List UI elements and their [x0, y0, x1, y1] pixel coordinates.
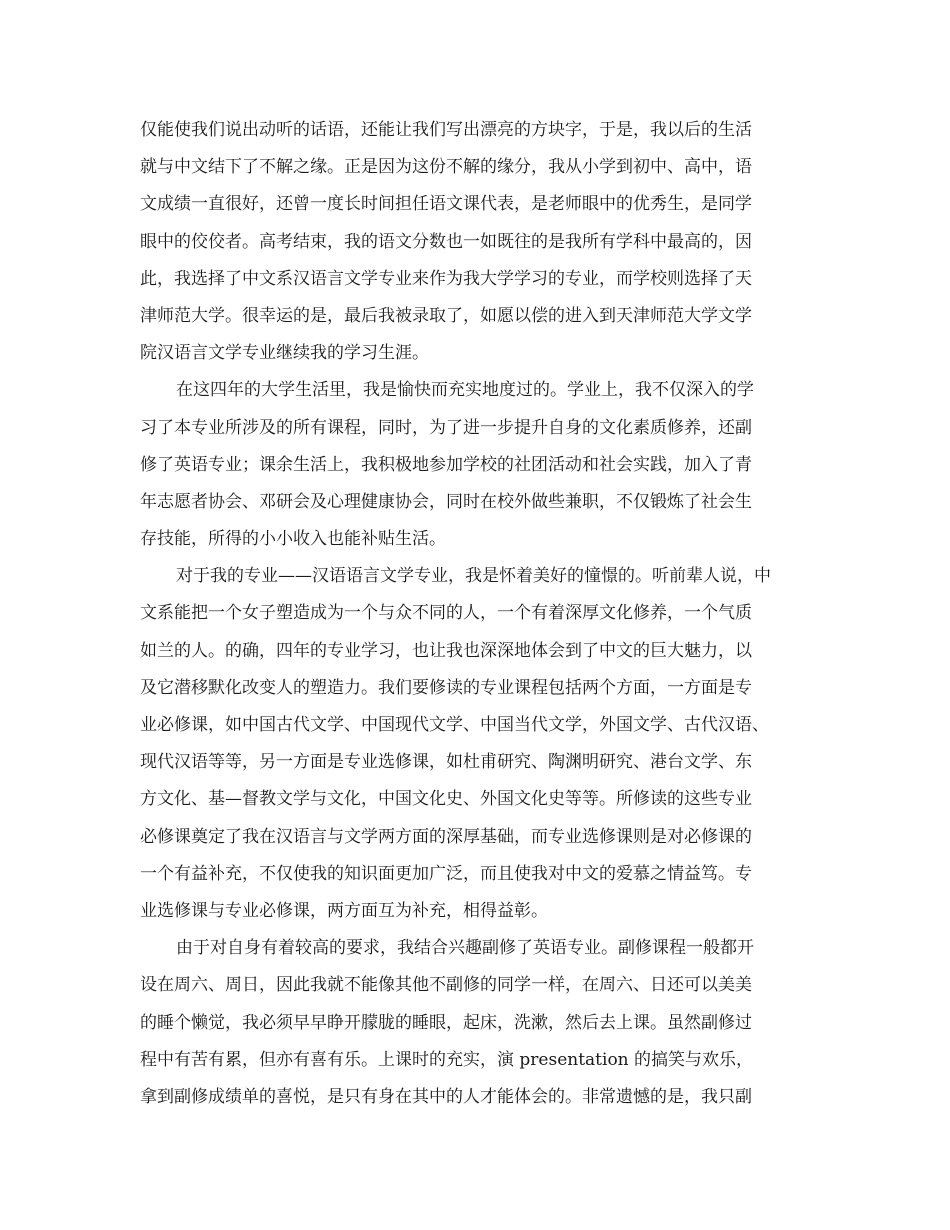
text-line: 院汉语言文学专业继续我的学习生涯。	[140, 343, 429, 364]
paragraph-start-line: 对于我的专业——汉语语言文学专业，我是怀着美好的憧憬的。听前辈人说，中	[176, 566, 771, 587]
text-line: 文成绩一直很好，还曾一度长时间担任语文课代表，是老师眼中的优秀生，是同学	[140, 194, 752, 215]
text-line: 必修课奠定了我在汉语言与文学两方面的深厚基础，而专业选修课则是对必修课的	[140, 826, 752, 847]
text-line: 方文化、基—督教文学与文化，中国文化史、外国文化史等等。所修读的这些专业	[140, 789, 752, 810]
text-line: 设在周六、周日，因此我就不能像其他不副修的同学一样，在周六、日还可以美美	[140, 975, 752, 996]
text-line: 年志愿者协会、邓研会及心理健康协会，同时在校外做些兼职，不仅锻炼了社会生	[140, 491, 752, 512]
text-line: 此，我选择了中文系汉语言文学专业来作为我大学学习的专业，而学校则选择了天	[140, 268, 752, 289]
text-line: 一个有益补充，不仅使我的知识面更加广泛，而且使我对中文的爱慕之情益笃。专	[140, 863, 752, 884]
text-line: 习了本专业所涉及的所有课程，同时，为了进一步提升自身的文化素质修养，还副	[140, 417, 752, 438]
text-line: 的睡个懒觉，我必须早早睁开朦胧的睡眼，起床，洗漱，然后去上课。虽然副修过	[140, 1012, 752, 1033]
text-line: 程中有苦有累，但亦有喜有乐。上课时的充实，演 presentation 的搞笑与欢乐，	[140, 1049, 754, 1070]
text-line: 文系能把一个女子塑造成为一个与众不同的人，一个有着深厚文化修养，一个气质	[140, 603, 752, 624]
text-line: 修了英语专业；课余生活上，我积极地参加学校的社团活动和社会实践，加入了青	[140, 454, 752, 475]
text-line: 如兰的人。的确，四年的专业学习，也让我也深深地体会到了中文的巨大魅力，以	[140, 640, 752, 661]
text-line: 仅能使我们说出动听的话语，还能让我们写出漂亮的方块字，于是，我以后的生活	[140, 120, 752, 140]
text-line: 业必修课，如中国古代文学、中国现代文学、中国当代文学，外国文学、古代汉语、	[140, 715, 769, 735]
text-line: 业选修课与专业必修课，两方面互为补充，相得益彰。	[140, 900, 548, 921]
text-line: 眼中的佼佼者。高考结束，我的语文分数也一如既往的是我所有学科中最高的，因	[140, 231, 752, 252]
text-line: 存技能，所得的小小收入也能补贴生活。	[140, 529, 446, 550]
text-line: 及它潜移默化改变人的塑造力。我们要修读的专业课程包括两个方面，一方面是专	[140, 677, 752, 698]
text-line: 拿到副修成绩单的喜悦，是只有身在其中的人才能体会的。非常遗憾的是，我只副	[140, 1086, 752, 1107]
paragraph-start-line: 在这四年的大学生活里，我是愉快而充实地度过的。学业上，我不仅深入的学	[176, 380, 754, 401]
text-line: 津师范大学。很幸运的是，最后我被录取了，如愿以偿的进入到天津师范大学文学	[140, 305, 752, 326]
text-line: 就与中文结下了不解之缘。正是因为这份不解的缘分，我从小学到初中、高中，语	[140, 157, 752, 178]
body-text	[140, 112, 820, 1116]
paragraph-start-line: 由于对自身有着较高的要求，我结合兴趣副修了英语专业。副修课程一般都开	[176, 938, 754, 959]
text-line: 现代汉语等等，另一方面是专业选修课，如杜甫研究、陶渊明研究、港台文学、东	[140, 752, 752, 773]
